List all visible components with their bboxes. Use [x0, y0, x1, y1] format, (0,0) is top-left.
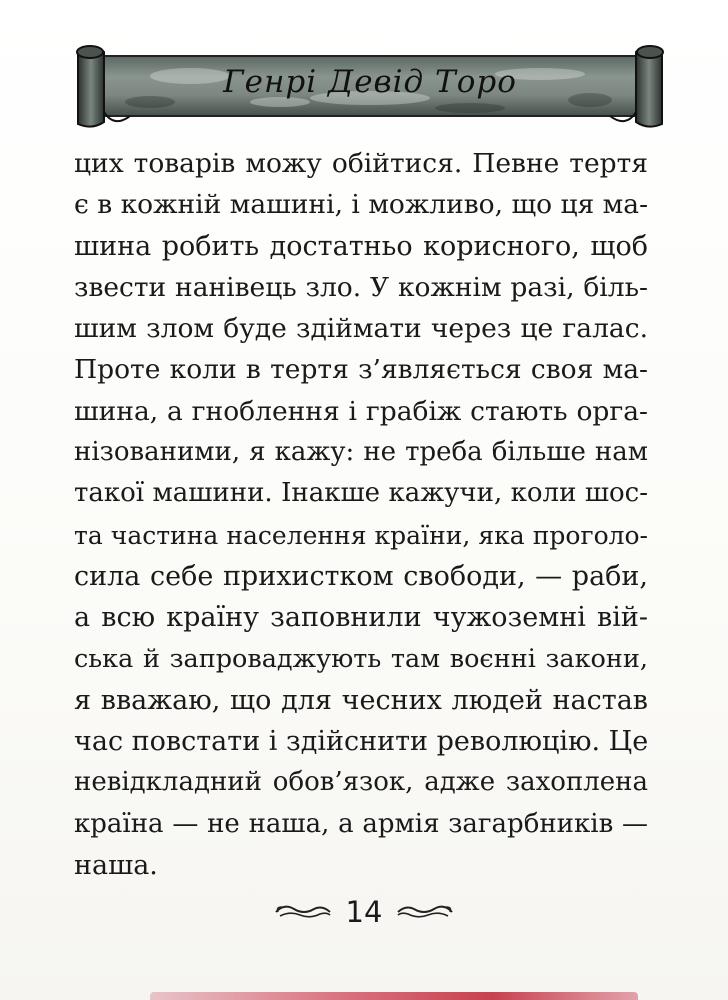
text-line: я вважаю, що для чесних людей настав [74, 684, 648, 716]
bottom-edge-strip [150, 992, 638, 1000]
text-line: нізованими, я кажу: не треба більше нам [74, 437, 648, 468]
body-text [74, 143, 648, 886]
text-line: шина, а гноблення і грабіж стають орга- [74, 395, 648, 427]
text-line: ська й запроваджують там воєнні закони, [74, 643, 648, 674]
running-header-title: Генрі Девід Торо [223, 64, 517, 100]
text-line: а всю країну заповнили чужоземні вій- [74, 602, 648, 634]
text-line: цих товарів можу обійтися. Певне тертя [74, 148, 648, 179]
page-number: 14 [345, 895, 383, 929]
text-line: країна — не наша, а армія загарбників — [74, 808, 648, 839]
text-line: Проте коли в тертя з’являється своя ма- [74, 354, 648, 386]
text-line: та частина населення країни, яка проголо- [74, 520, 648, 550]
scroll-banner [70, 42, 670, 130]
text-line: невідкладний обов’язок, адже захоплена [74, 767, 648, 798]
text-line: є в кожній машині, і можливо, що ця ма- [74, 189, 649, 221]
text-line: наша. [74, 850, 158, 882]
text-line: шина робить достатньо корисного, щоб [74, 230, 648, 262]
left-flourish-icon [274, 901, 332, 923]
text-line: сила себе прихистком свободи, — раби, [74, 560, 648, 592]
right-flourish-icon [396, 901, 454, 923]
text-line: шим злом буде здіймати через це галас. [74, 313, 648, 345]
text-line: час повстати і здійснити революцію. Це [74, 726, 649, 758]
text-line: такої машини. Інакше кажучи, коли шос- [74, 478, 648, 509]
text-line: звести нанівець зло. У кожнім разі, біль- [74, 271, 648, 303]
page-number-footer [0, 895, 728, 945]
